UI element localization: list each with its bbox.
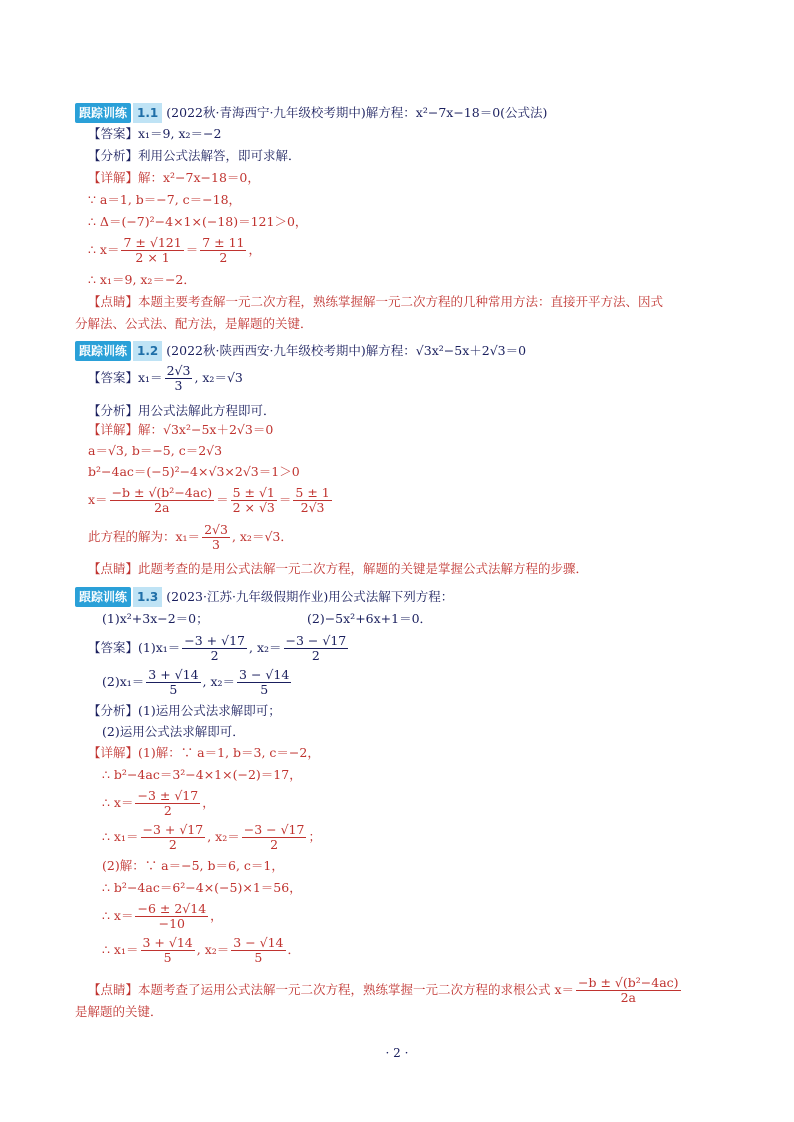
numerator: −3 + √17 [142, 822, 204, 837]
numerator: −3 ± √17 [137, 788, 199, 803]
denominator: 3 [174, 378, 183, 393]
comment-line: 【点睛】此题考查的是用公式法解一元二次方程，解题的关键是掌握公式法解方程的步骤． [88, 561, 589, 576]
numerator: −b ± √(b²−4ac) [111, 485, 213, 500]
punct: ； [308, 829, 321, 844]
denominator: 2 [168, 837, 177, 852]
question-text: (2023·江苏·九年级假期作业)用公式法解下列方程： [166, 589, 454, 604]
punct: ， [210, 908, 223, 923]
denominator: 2 [210, 648, 219, 663]
separator: , x₂＝ [196, 942, 230, 957]
denominator: 2 [311, 648, 320, 663]
punct: ， [248, 242, 261, 257]
solution-line: ∴ b²−4ac＝6²−4×(−5)×1＝56， [102, 880, 302, 895]
separator: , x₂＝ [207, 829, 240, 844]
solution-formula-line [102, 789, 215, 818]
tag-label: 跟踪训练 [75, 587, 131, 607]
numerator: 3 − √14 [239, 667, 290, 682]
solution-formula-line [102, 902, 223, 931]
analysis-line: 【分析】(1)运用公式法求解即可； [88, 703, 281, 718]
problem-1-1-header [75, 103, 547, 123]
answer-prefix: (2)x₁＝ [102, 674, 145, 689]
solution-formula-line [88, 486, 334, 515]
numerator: 7 ± √121 [123, 235, 182, 250]
denominator: 2√3 [300, 500, 325, 515]
solution-result-line [88, 523, 293, 552]
fraction [141, 823, 206, 852]
solution-line: 【详解】(1)解：∵ a＝1, b＝3, c＝−2， [88, 745, 320, 760]
punct: ， [202, 795, 215, 810]
equation-2: (2)−5x²+6x+1＝0． [307, 611, 433, 626]
fraction [231, 936, 285, 965]
equals: ＝ [185, 242, 199, 257]
comment-line: 是解题的关键． [75, 1004, 163, 1019]
formula-prefix: ∴ x＝ [88, 242, 120, 257]
answer-prefix: 【答案】x₁＝ [88, 370, 163, 385]
numerator: 3 + √14 [148, 667, 199, 682]
comment-line: 【点睛】本题主要考查解一元二次方程，熟练掌握解一元二次方程的几种常用方法：直接开平方法、因式 [88, 294, 664, 309]
solution-line: ∴ x₁＝9, x₂＝−2． [88, 272, 196, 287]
equation-1: (1)x²+3x−2＝0； [102, 611, 209, 626]
solution-line: 【详解】解：x²−7x−18＝0， [88, 170, 260, 185]
numerator: 2√3 [204, 522, 228, 537]
fraction [576, 976, 681, 1005]
numerator: 3 + √14 [142, 935, 193, 950]
problem-1-2-header [75, 341, 526, 361]
numerator: −b ± √(b²−4ac) [578, 975, 679, 990]
fraction [242, 823, 307, 852]
formula-prefix: ∴ x₁＝ [102, 942, 139, 957]
answer-line [88, 634, 350, 663]
numerator: 5 ± √1 [232, 485, 275, 500]
denominator: 5 [163, 950, 172, 965]
formula-prefix: ∴ x₁＝ [102, 829, 139, 844]
analysis-line: (2)运用公式法求解即可． [102, 724, 245, 739]
solution-line: ∴ Δ＝(−7)²−4×1×(−18)＝121＞0， [88, 214, 308, 229]
denominator: 5 [260, 682, 269, 697]
fraction [141, 936, 195, 965]
tag-number: 1.3 [133, 587, 162, 607]
denominator: −10 [158, 916, 186, 931]
answer-prefix: 【答案】(1)x₁＝ [88, 640, 181, 655]
fraction [293, 486, 331, 515]
tag-number: 1.2 [133, 341, 162, 361]
fraction [135, 789, 200, 818]
punct: ． [287, 942, 301, 957]
fraction [135, 902, 208, 931]
formula-prefix: x＝ [88, 492, 108, 507]
denominator: 5 [169, 682, 178, 697]
fraction [182, 634, 247, 663]
numerator: −6 ± 2√14 [137, 901, 207, 916]
denominator: 2a [154, 500, 170, 515]
equals: ＝ [278, 492, 292, 507]
numerator: −3 − √17 [243, 822, 305, 837]
problem-1-3-header [75, 587, 453, 607]
solution-formula-line [102, 823, 321, 852]
formula-prefix: ∴ x＝ [102, 795, 134, 810]
formula-prefix: ∴ x＝ [102, 908, 134, 923]
numerator: 2√3 [166, 363, 191, 378]
fraction [165, 364, 193, 393]
equals: ＝ [216, 492, 229, 507]
fraction [110, 486, 215, 515]
fraction [237, 668, 291, 697]
solution-line: (2)解：∵ a＝−5, b＝6, c＝1， [102, 858, 284, 873]
question-text: (2022秋·青海西宁·九年级校考期中)解方程：x²−7x−18＝0(公式法) [166, 105, 548, 120]
answer-line [102, 668, 293, 697]
denominator: 2 [219, 250, 228, 265]
numerator: 3 − √14 [233, 935, 284, 950]
numerator: 7 ± 11 [202, 235, 245, 250]
answer-suffix: , x₂＝√3 [194, 370, 243, 385]
solution-line: b²−4ac＝(−5)²−4×√3×2√3＝1＞0 [88, 464, 300, 479]
comment-text: 【点睛】本题考查了运用公式法解一元二次方程，熟练掌握一元二次方程的求根公式 x＝ [88, 982, 575, 997]
comment-line [88, 976, 683, 1005]
answer-line: 【答案】x₁＝9, x₂＝−2 [88, 126, 222, 141]
result-suffix: , x₂＝√3． [231, 529, 293, 544]
fraction [146, 668, 200, 697]
tag-label: 跟踪训练 [75, 103, 131, 123]
solution-line: 【详解】解：√3x²−5x＋2√3＝0 [88, 422, 274, 437]
numerator: −3 + √17 [184, 633, 245, 648]
solution-formula-line [88, 236, 261, 265]
solution-line: a＝√3, b＝−5, c＝2√3 [88, 443, 223, 458]
separator: , x₂＝ [202, 674, 236, 689]
denominator: 2 [270, 837, 279, 852]
fraction [121, 236, 183, 265]
page-number: · 2 · [385, 1046, 409, 1060]
comment-line: 分解法、公式法、配方法，是解题的关键． [75, 316, 313, 331]
question-text: (2022秋·陕西西安·九年级校考期中)解方程：√3x²−5x＋2√3＝0 [166, 343, 527, 358]
analysis-line: 【分析】用公式法解此方程即可． [88, 403, 276, 418]
numerator: −3 − √17 [285, 633, 347, 648]
denominator: 2 × √3 [232, 500, 275, 515]
solution-line: ∵ a＝1, b＝−7, c＝−18， [88, 192, 242, 207]
denominator: 5 [254, 950, 263, 965]
solution-line: ∴ b²−4ac＝3²−4×1×(−2)＝17， [102, 767, 302, 782]
separator: , x₂＝ [249, 640, 282, 655]
fraction [200, 236, 246, 265]
denominator: 2 × 1 [135, 250, 170, 265]
answer-line [88, 364, 243, 393]
fraction [231, 486, 277, 515]
denominator: 3 [212, 537, 220, 552]
analysis-line: 【分析】利用公式法解答，即可求解． [88, 148, 301, 163]
numerator: 5 ± 1 [295, 485, 330, 500]
solution-formula-line [102, 936, 300, 965]
fraction [202, 523, 230, 552]
fraction [284, 634, 349, 663]
denominator: 2a [620, 990, 636, 1005]
denominator: 2 [163, 803, 172, 818]
tag-number: 1.1 [133, 103, 162, 123]
tag-label: 跟踪训练 [75, 341, 131, 361]
result-prefix: 此方程的解为：x₁＝ [88, 529, 201, 544]
